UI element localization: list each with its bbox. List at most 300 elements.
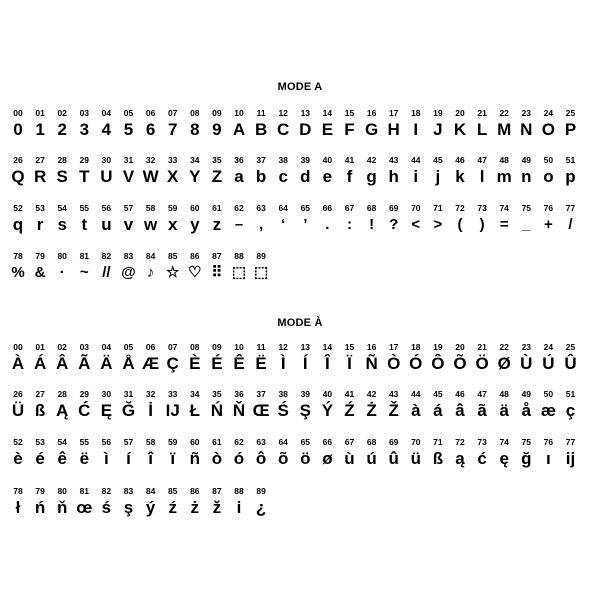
mode-b-title: MODE À (277, 317, 323, 329)
char-glyph: ô (255, 449, 267, 468)
char-code: 03 (79, 342, 90, 352)
char-code: 24 (543, 108, 554, 118)
char-glyph: Ê (233, 354, 245, 373)
char-glyph: î (148, 449, 153, 468)
char-code: 63 (256, 437, 266, 447)
char-code: 76 (543, 437, 554, 447)
char-glyph: + (544, 216, 553, 233)
char-glyph: Ć (78, 401, 91, 420)
char-code: 85 (167, 486, 178, 496)
char-glyph: İ (148, 401, 153, 420)
char-glyph: Ż (366, 401, 377, 420)
char-glyph: z (212, 215, 222, 234)
char-glyph: Q (11, 167, 25, 186)
char-glyph: D (299, 120, 312, 139)
char-glyph: â (455, 401, 465, 420)
char-glyph: Ç (166, 354, 179, 373)
char-glyph: ☆ (165, 264, 180, 281)
char-glyph: õ (277, 449, 289, 468)
char-glyph: Ş (299, 401, 311, 420)
char-code: 44 (411, 389, 421, 399)
char-glyph: 8 (190, 120, 200, 139)
char-code: 49 (521, 155, 532, 165)
char-code: 79 (35, 251, 45, 261)
char-code: 25 (565, 342, 576, 352)
char-glyph: b (255, 167, 267, 186)
char-code: 77 (565, 437, 576, 447)
char-glyph: Õ (453, 354, 467, 373)
char-glyph: X (167, 167, 179, 186)
char-glyph: 6 (145, 120, 156, 139)
char-glyph: Ź (344, 401, 355, 420)
char-glyph: ß (34, 401, 46, 420)
char-glyph: ? (389, 216, 399, 233)
char-code: 21 (477, 342, 487, 352)
char-code: 16 (366, 342, 377, 352)
char-glyph: ć (477, 449, 487, 468)
char-glyph: ó (233, 449, 245, 468)
char-code: 75 (521, 203, 532, 213)
char-code: 83 (123, 486, 134, 496)
char-code: 34 (190, 155, 200, 165)
char-code: 16 (366, 108, 377, 118)
char-glyph: x (167, 215, 178, 234)
char-code: 01 (35, 108, 45, 118)
char-glyph: ß (432, 449, 444, 468)
char-code: 48 (499, 155, 509, 165)
char-code: 07 (167, 108, 178, 118)
char-glyph: ą (455, 449, 465, 468)
char-glyph: & (34, 264, 46, 281)
char-code: 52 (13, 203, 23, 213)
char-glyph: Œ (252, 401, 270, 420)
char-code: 74 (499, 203, 509, 213)
char-code: 51 (565, 389, 576, 399)
char-code: 29 (79, 389, 90, 399)
char-glyph: Æ (142, 354, 160, 373)
char-glyph: ç (565, 401, 576, 420)
char-code: 65 (300, 437, 311, 447)
char-glyph: t (81, 215, 88, 234)
char-glyph: Ú (542, 354, 555, 373)
char-glyph: ł (15, 498, 21, 517)
char-code: 54 (57, 437, 67, 447)
char-glyph: Ö (475, 354, 489, 373)
char-glyph: ý (145, 498, 156, 517)
char-glyph: Ù (520, 354, 533, 373)
char-glyph: Å (122, 354, 135, 373)
char-code: 61 (212, 203, 222, 213)
char-code: 06 (145, 108, 156, 118)
char-code: 26 (13, 389, 23, 399)
char-glyph: // (102, 264, 111, 281)
char-code: 07 (167, 342, 178, 352)
char-glyph: f (346, 167, 353, 186)
char-glyph: Ń (210, 401, 224, 420)
char-code: 57 (123, 437, 134, 447)
char-glyph: Ň (232, 401, 246, 420)
char-glyph: ï (170, 449, 176, 468)
char-glyph: h (388, 167, 399, 186)
char-code: 08 (190, 342, 200, 352)
char-code: 36 (234, 389, 244, 399)
char-code: 78 (13, 251, 23, 261)
char-code: 60 (190, 437, 200, 447)
char-glyph: c (278, 167, 288, 186)
char-code: 05 (123, 342, 134, 352)
char-glyph: Î (325, 354, 330, 373)
char-glyph: ü (410, 449, 421, 468)
char-code: 09 (212, 108, 222, 118)
char-glyph: R (33, 167, 47, 186)
char-glyph: N (520, 120, 533, 139)
char-glyph: å (521, 401, 532, 420)
char-code: 42 (366, 389, 377, 399)
char-code: 68 (366, 203, 377, 213)
char-glyph: g (366, 167, 377, 186)
char-glyph: ù (344, 449, 355, 468)
char-code: 21 (477, 108, 487, 118)
char-code: 27 (35, 155, 45, 165)
char-code: 60 (190, 203, 200, 213)
char-glyph: ś (101, 498, 112, 517)
char-glyph: ò (211, 449, 223, 468)
char-glyph: È (189, 354, 201, 373)
char-code: 62 (234, 203, 244, 213)
char-code: 23 (521, 108, 532, 118)
char-glyph: Û (564, 354, 577, 373)
char-glyph: > (433, 216, 443, 233)
char-glyph: ê (57, 449, 67, 468)
char-code: 64 (278, 437, 288, 447)
char-code: 41 (344, 389, 355, 399)
char-glyph: 5 (123, 120, 134, 139)
char-glyph: ı (546, 449, 551, 468)
char-code: 83 (123, 251, 134, 261)
char-code: 58 (145, 203, 156, 213)
char-code: 67 (344, 437, 355, 447)
char-glyph: T (79, 167, 90, 186)
char-glyph: ‘ (281, 216, 286, 233)
char-glyph: ň (56, 498, 68, 517)
mode-a-title: MODE A (277, 81, 323, 93)
char-code: 43 (388, 389, 399, 399)
char-code: 47 (477, 155, 487, 165)
char-glyph: F (344, 120, 355, 139)
char-code: 24 (543, 342, 554, 352)
char-glyph: IJ (165, 401, 180, 420)
char-code: 37 (256, 155, 266, 165)
char-code: 05 (123, 108, 134, 118)
char-glyph: ♪ (146, 264, 155, 281)
char-glyph: ⬚ (231, 264, 247, 281)
char-code: 30 (101, 155, 112, 165)
char-glyph: à (411, 401, 421, 420)
char-glyph: i (236, 498, 242, 517)
char-glyph: S (56, 167, 68, 186)
char-code: 51 (565, 155, 576, 165)
char-glyph: U (100, 167, 113, 186)
char-glyph: @ (121, 264, 136, 281)
char-glyph: û (388, 449, 399, 468)
char-code: 73 (477, 437, 487, 447)
char-code: 08 (190, 108, 200, 118)
char-glyph: – (234, 216, 244, 233)
char-glyph: ! (369, 216, 375, 233)
char-code: 67 (344, 203, 355, 213)
char-code: 00 (13, 108, 23, 118)
char-glyph: · (59, 264, 65, 281)
char-code: 80 (57, 251, 67, 261)
char-code: 66 (322, 203, 333, 213)
char-code: 64 (278, 203, 288, 213)
char-code: 77 (565, 203, 576, 213)
char-code: 71 (433, 203, 443, 213)
char-glyph: ~ (79, 264, 89, 281)
char-glyph: d (300, 167, 311, 186)
char-glyph: Ã (78, 354, 91, 373)
char-code: 56 (101, 437, 112, 447)
char-code: 13 (300, 108, 311, 118)
char-code: 76 (543, 203, 554, 213)
char-code: 44 (411, 155, 421, 165)
char-glyph: Ñ (365, 354, 378, 373)
char-code: 58 (145, 437, 156, 447)
char-code: 38 (278, 155, 288, 165)
char-code: 69 (388, 203, 399, 213)
char-glyph: æ (540, 401, 556, 420)
char-glyph: H (387, 120, 400, 139)
char-glyph: P (564, 120, 577, 139)
char-code: 15 (344, 342, 355, 352)
char-glyph: : (347, 216, 352, 233)
char-glyph: W (142, 167, 159, 186)
char-code: 34 (190, 389, 200, 399)
char-glyph: Ï (347, 354, 352, 373)
char-glyph: è (13, 449, 23, 468)
char-code: 41 (344, 155, 355, 165)
char-code: 87 (212, 251, 222, 261)
char-glyph: p (565, 167, 576, 186)
char-glyph: Ë (255, 354, 267, 373)
char-glyph: 3 (79, 120, 90, 139)
char-code: 37 (256, 389, 266, 399)
char-code: 00 (13, 342, 23, 352)
char-code: 14 (322, 342, 333, 352)
char-code: 18 (411, 342, 421, 352)
char-glyph: í (126, 449, 131, 468)
char-glyph: Ą (56, 401, 69, 420)
char-glyph: œ (76, 498, 93, 517)
char-glyph: ž (212, 498, 222, 517)
char-glyph: ♡ (188, 264, 202, 281)
char-glyph: w (143, 215, 158, 234)
char-glyph: ë (79, 449, 90, 468)
char-code: 48 (499, 389, 509, 399)
char-glyph: ö (300, 449, 311, 468)
char-glyph: E (321, 120, 334, 139)
char-glyph: % (11, 264, 25, 281)
char-glyph: á (433, 401, 443, 420)
char-glyph: ø (322, 449, 333, 468)
char-glyph: ğ (521, 449, 532, 468)
char-code: 19 (433, 108, 443, 118)
char-glyph: Ś (277, 401, 289, 420)
char-code: 17 (388, 342, 399, 352)
char-code: 70 (411, 203, 421, 213)
char-code: 31 (123, 155, 134, 165)
char-code: 70 (411, 437, 421, 447)
char-glyph: l (479, 167, 485, 186)
char-code: 28 (57, 389, 67, 399)
char-glyph: Ø (497, 354, 511, 373)
char-glyph: é (35, 449, 45, 468)
char-glyph: L (476, 120, 488, 139)
char-glyph: G (364, 120, 379, 139)
char-glyph: 4 (101, 120, 112, 139)
char-code: 89 (256, 251, 266, 261)
char-glyph: Ò (387, 354, 401, 373)
char-code: 32 (145, 389, 156, 399)
char-code: 27 (35, 389, 45, 399)
char-code: 04 (101, 342, 112, 352)
char-glyph: Ę (100, 401, 113, 420)
char-glyph: K (453, 120, 467, 139)
char-glyph: _ (522, 216, 531, 233)
char-glyph: m (496, 167, 512, 186)
char-code: 03 (79, 108, 90, 118)
char-glyph: ę (499, 449, 509, 468)
char-code: 32 (145, 155, 156, 165)
char-glyph: Ğ (121, 401, 136, 420)
char-code: 78 (13, 486, 23, 496)
char-code: 33 (167, 155, 178, 165)
char-code: 87 (212, 486, 222, 496)
char-code: 18 (411, 108, 421, 118)
char-glyph: n (521, 167, 532, 186)
char-code: 46 (455, 155, 465, 165)
char-code: 35 (212, 389, 222, 399)
char-glyph: a (234, 167, 244, 186)
char-glyph: , (259, 216, 264, 233)
char-glyph: j (435, 167, 441, 186)
char-code: 53 (35, 437, 45, 447)
char-code: 22 (499, 342, 509, 352)
char-code: 31 (123, 389, 134, 399)
char-glyph: A (232, 120, 246, 139)
char-glyph: Ü (11, 401, 25, 420)
char-code: 11 (256, 342, 266, 352)
char-code: 43 (388, 155, 399, 165)
char-glyph: ş (123, 498, 134, 517)
char-code: 19 (433, 342, 443, 352)
char-code: 40 (322, 155, 333, 165)
char-glyph: Â (56, 354, 69, 373)
char-glyph: r (36, 215, 44, 234)
char-glyph: i (413, 167, 419, 186)
char-code: 12 (278, 108, 288, 118)
char-code: 71 (433, 437, 443, 447)
char-code: 52 (13, 437, 23, 447)
char-glyph: Ô (431, 354, 445, 373)
char-glyph: ä (499, 401, 509, 420)
char-glyph: q (12, 215, 24, 234)
char-glyph: o (543, 167, 554, 186)
char-code: 59 (167, 437, 178, 447)
char-code: 30 (101, 389, 112, 399)
char-code: 88 (234, 251, 244, 261)
char-code: 15 (344, 108, 355, 118)
char-glyph: k (455, 167, 465, 186)
char-glyph: = (499, 216, 509, 233)
char-code: 45 (433, 389, 443, 399)
char-code: 40 (322, 389, 333, 399)
char-glyph: Ž (388, 401, 399, 420)
char-glyph: / (568, 216, 573, 233)
char-glyph: I (413, 120, 419, 139)
char-code: 72 (455, 203, 465, 213)
char-glyph: . (325, 216, 330, 233)
char-code: 02 (57, 342, 67, 352)
char-code: 86 (190, 486, 200, 496)
char-code: 20 (455, 108, 465, 118)
char-glyph: À (11, 354, 25, 373)
char-code: 65 (300, 203, 311, 213)
char-glyph: V (122, 167, 135, 186)
char-glyph: ú (366, 449, 377, 468)
char-glyph: C (277, 120, 290, 139)
char-glyph: s (57, 215, 67, 234)
char-glyph: Y (189, 167, 201, 186)
char-code: 22 (499, 108, 509, 118)
char-code: 09 (212, 342, 222, 352)
char-code: 59 (167, 203, 178, 213)
char-code: 17 (388, 108, 399, 118)
char-glyph: ⬚ (254, 264, 269, 281)
char-glyph: e (322, 167, 333, 186)
char-glyph: Í (302, 354, 308, 373)
char-glyph: ¿ (255, 498, 267, 517)
char-glyph: 9 (212, 120, 222, 139)
char-code: 29 (79, 155, 90, 165)
char-glyph: y (190, 215, 200, 234)
char-code: 74 (499, 437, 509, 447)
char-code: 14 (322, 108, 333, 118)
char-glyph: Ä (100, 354, 113, 373)
char-code: 54 (57, 203, 67, 213)
char-code: 69 (388, 437, 399, 447)
char-glyph: ż (190, 498, 200, 517)
char-code: 50 (543, 155, 554, 165)
char-glyph: < (411, 216, 421, 233)
char-code: 80 (57, 486, 67, 496)
char-code: 55 (79, 203, 90, 213)
char-glyph: 0 (13, 120, 23, 139)
char-code: 38 (278, 389, 288, 399)
char-glyph: Ý (321, 401, 334, 420)
char-glyph: ñ (189, 449, 200, 468)
char-glyph: 1 (35, 120, 45, 139)
char-glyph: Ł (189, 401, 200, 420)
char-code: 23 (521, 342, 532, 352)
char-code: 26 (13, 155, 23, 165)
char-code: 28 (57, 155, 67, 165)
char-code: 61 (212, 437, 222, 447)
char-code: 25 (565, 108, 576, 118)
char-glyph: Ó (409, 354, 423, 373)
char-code: 88 (234, 486, 244, 496)
char-code: 56 (101, 203, 112, 213)
